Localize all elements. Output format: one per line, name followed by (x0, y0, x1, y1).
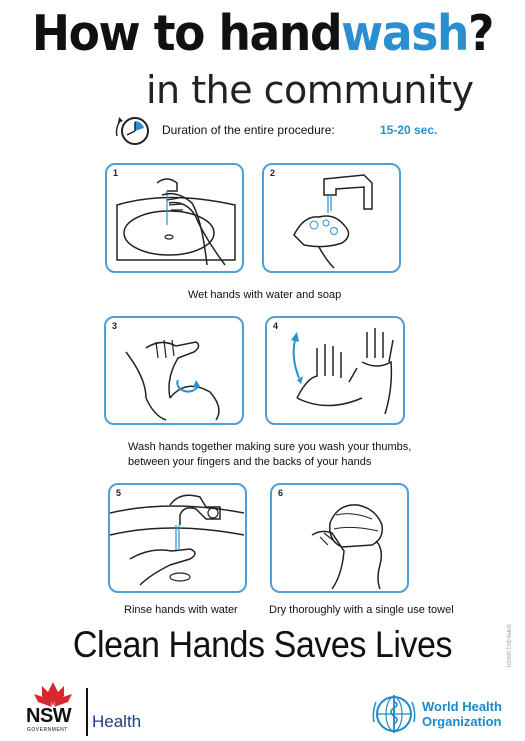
waratah-icon (32, 680, 74, 708)
rinse-hands-illustration (110, 485, 244, 590)
duration-value: 15-20 sec. (380, 123, 438, 137)
title-accent: wash (341, 5, 469, 62)
page-title (18, 4, 506, 64)
soap-hands-illustration (264, 165, 398, 270)
who-emblem-icon (370, 692, 418, 736)
dry-hands-illustration (272, 485, 406, 590)
who-name-line2: Organization (422, 714, 502, 729)
nsw-logo-text: NSW (26, 705, 72, 727)
logo-divider (86, 688, 88, 736)
step-number: 5 (116, 488, 122, 498)
clock-icon (113, 114, 153, 148)
step-number: 6 (278, 488, 284, 498)
rub-palms-illustration (106, 318, 241, 422)
step-6-panel (270, 483, 409, 593)
step-1-panel (105, 163, 244, 273)
caption-wash-line2: between your fingers and the backs of your hands (128, 456, 372, 468)
duration-label: Duration of the entire procedure: (162, 123, 335, 137)
nsw-health-text: Health (92, 712, 142, 731)
interlace-fingers-illustration (267, 318, 402, 422)
step-number: 1 (113, 168, 119, 178)
step-number: 2 (270, 168, 276, 178)
step-number: 4 (273, 321, 279, 331)
caption-dry: Dry thoroughly with a single use towel (269, 604, 454, 616)
step-3-panel (104, 316, 244, 425)
caption-rinse: Rinse hands with water (124, 604, 238, 616)
caption-wash-line1: Wash hands together making sure you wash your thumbs, (128, 441, 412, 453)
nsw-government-text: GOVERNMENT (27, 727, 68, 733)
slogan: Clean Hands Saves Lives (72, 624, 453, 665)
step-5-panel (108, 483, 247, 593)
title-main: How to hand (31, 5, 342, 62)
page-subtitle: in the community (146, 68, 474, 112)
title-end: ? (468, 5, 494, 62)
document-code: SHPN (EC) 000001 (505, 624, 511, 668)
wet-hands-illustration (107, 165, 241, 270)
who-name-line1: World Health (422, 699, 502, 714)
step-number: 3 (112, 321, 118, 331)
step-4-panel (265, 316, 405, 425)
step-2-panel (262, 163, 401, 273)
caption-wet: Wet hands with water and soap (188, 289, 342, 301)
